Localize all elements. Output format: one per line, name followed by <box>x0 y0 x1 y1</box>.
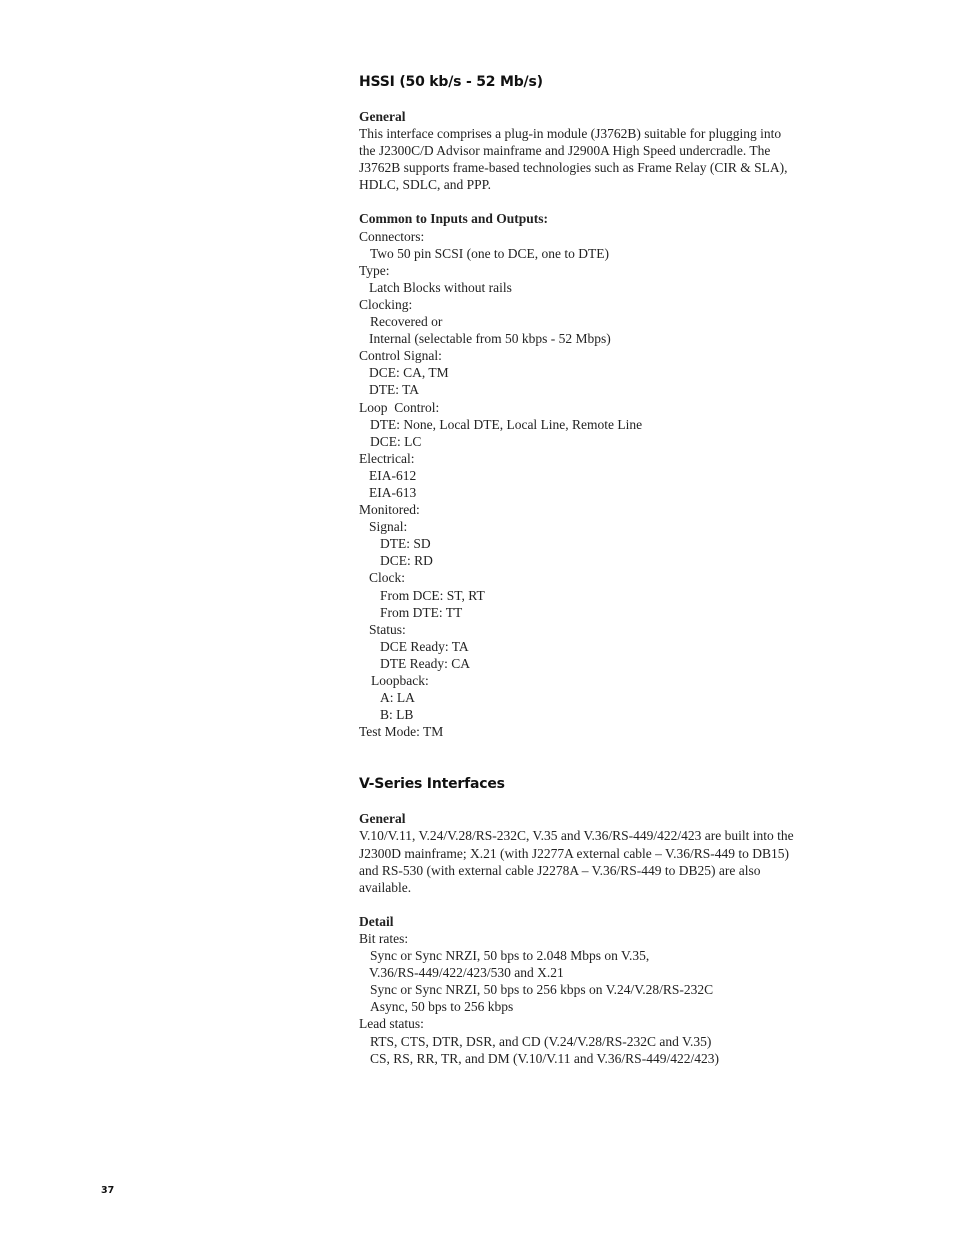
spec-sublabel: Clock: <box>369 570 405 586</box>
spec-value: Recovered or <box>370 314 443 330</box>
spec-value: Sync or Sync NRZI, 50 bps to 256 kbps on V.24/V.28/RS-232C <box>370 982 714 998</box>
paragraph-line: J3762B supports frame-based technologies such as Frame Relay (CIR & SLA), <box>359 160 788 176</box>
spec-value: From DCE: ST, RT <box>380 587 485 603</box>
section-title-vseries: V-Series Interfaces <box>359 776 505 793</box>
spec-label: Connectors: <box>359 228 425 244</box>
spec-label: Lead status: <box>359 1016 424 1032</box>
spec-value: From DTE: TT <box>380 604 463 620</box>
vseries-general-heading: General <box>359 811 406 827</box>
spec-value: DTE: SD <box>380 536 431 552</box>
spec-value: DCE: RD <box>380 553 433 569</box>
spec-value: Two 50 pin SCSI (one to DCE, one to DTE) <box>370 245 610 261</box>
spec-sublabel: Status: <box>369 621 406 637</box>
paragraph-line: This interface comprises a plug-in module (J3762B) suitable for plugging into <box>359 126 782 142</box>
hssi-general <box>359 108 859 193</box>
spec-value: EIA-612 <box>369 467 417 483</box>
vseries-detail <box>359 913 859 1067</box>
spec-value: DTE: TA <box>369 382 420 398</box>
page-number: 37 <box>101 1185 115 1196</box>
spec-label: Bit rates: <box>359 930 409 946</box>
hssi-common-heading: Common to Inputs and Outputs: <box>359 211 549 227</box>
spec-value: RTS, CTS, DTR, DSR, and CD (V.24/V.28/RS-232C and V.35) <box>370 1033 712 1049</box>
spec-value: DCE Ready: TA <box>380 638 469 654</box>
spec-label: Clocking: <box>359 296 413 312</box>
spec-label: Test Mode: TM <box>359 724 444 740</box>
spec-value: Latch Blocks without rails <box>369 279 512 295</box>
spec-value: Sync or Sync NRZI, 50 bps to 2.048 Mbps on V.35, <box>370 948 650 964</box>
hssi-common <box>359 210 859 740</box>
spec-value: DCE: CA, TM <box>369 365 449 381</box>
vseries-detail-heading: Detail <box>359 913 394 929</box>
paragraph-line: V.10/V.11, V.24/V.28/RS-232C, V.35 and V.36/RS-449/422/423 are built into the <box>359 828 794 844</box>
spec-sublabel: Loopback: <box>371 673 429 688</box>
spec-value: DTE Ready: CA <box>380 655 470 671</box>
spec-value: V.36/RS-449/422/423/530 and X.21 <box>369 965 564 981</box>
paragraph-line: J2300D mainframe; X.21 (with J2277A external cable – V.36/RS-449 to DB15) <box>359 845 789 861</box>
spec-sublabel: Signal: <box>369 519 408 535</box>
spec-label: Loop Control: <box>359 399 440 415</box>
spec-value: A: LA <box>380 690 415 706</box>
paragraph-line: and RS-530 (with external cable J2278A – V.36/RS-449 to DB25) are also <box>359 862 761 878</box>
spec-value: DCE: LC <box>370 433 422 449</box>
spec-label: Electrical: <box>359 450 415 466</box>
spec-label: Control Signal: <box>359 348 442 364</box>
spec-value: Async, 50 bps to 256 kbps <box>370 999 514 1015</box>
paragraph-line: available. <box>359 879 412 895</box>
spec-value: EIA-613 <box>369 484 417 500</box>
paragraph-line: the J2300C/D Advisor mainframe and J2900A High Speed undercradle. The <box>359 143 771 159</box>
hssi-general-heading: General <box>359 109 406 124</box>
content-column <box>359 72 859 1067</box>
spec-value: B: LB <box>380 707 414 723</box>
spec-value: DTE: None, Local DTE, Local Line, Remote Line <box>370 416 643 432</box>
section-title-hssi: HSSI (50 kb/s - 52 Mb/s) <box>359 74 543 90</box>
spec-value: CS, RS, RR, TR, and DM (V.10/V.11 and V.36/RS-449/422/423) <box>370 1050 719 1066</box>
spec-label: Type: <box>359 262 390 278</box>
spec-value: Internal (selectable from 50 kbps - 52 Mbps) <box>369 331 611 347</box>
paragraph-line: HDLC, SDLC, and PPP. <box>359 177 492 193</box>
spec-label: Monitored: <box>359 502 420 518</box>
vseries-general <box>359 810 859 895</box>
